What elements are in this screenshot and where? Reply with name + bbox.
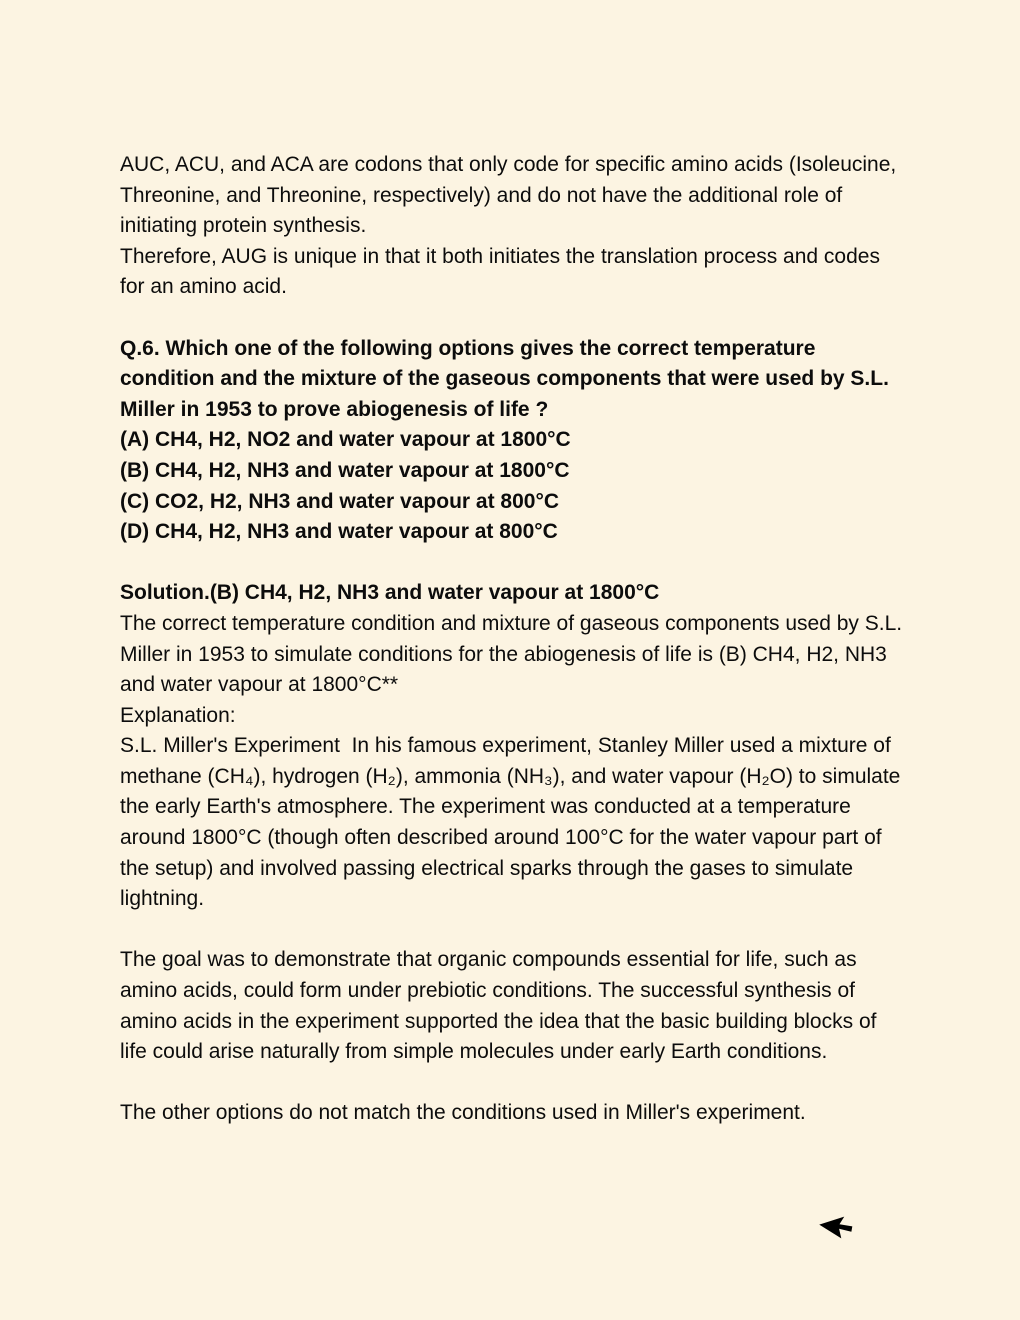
solution-heading: Solution.(B) CH4, H2, NH3 and water vapour at 1800°C [120,581,660,605]
option-a: (A) CH4, H2, NO2 and water vapour at 1800°C [120,428,571,452]
options-list [120,425,908,547]
intro-paragraph-1: AUC, ACU, and ACA are codons that only code for specific amino acids (Isoleucine, Threonine, and Threonine, respectively) and do not have the additional role of initiating protein synthesis. [120,153,902,238]
solution-body-4: The other options do not match the conditions used in Miller's experiment. [120,1101,806,1125]
explanation-label: Explanation: [120,703,236,727]
solution-body-1: The correct temperature condition and mixture of gaseous components used by S.L. Miller in 1953 to simulate conditions for the abiogenesis of life is (B) CH4, H2, NH3 and water vapour at 1800°C** [120,611,908,697]
option-b: (B) CH4, H2, NH3 and water vapour at 1800°C [120,458,570,482]
cursor-icon [810,1208,862,1248]
intro-paragraph-2: Therefore, AUG is unique in that it both initiates the translation process and codes for an amino acid. [120,244,886,299]
option-d: (D) CH4, H2, NH3 and water vapour at 800°C [120,520,558,544]
solution-body-2: S.L. Miller's Experiment In his famous experiment, Stanley Miller used a mixture of methane (CH₄), hydrogen (H₂), ammonia (NH₃), and water vapour (H₂O) to simulate the early Earth's atmosphere. The experiment was conducted at a temperature around 1800°C (though often described around 100°C for the water vapour part of the setup) and involved passing electrical sparks through the gases to simulate lightning. [120,734,907,911]
document-page [120,150,908,1129]
option-c: (C) CO2, H2, NH3 and water vapour at 800°C [120,489,560,513]
solution-body-3: The goal was to demonstrate that organic compounds essential for life, such as amino acids, could form under prebiotic conditions. The successful synthesis of amino acids in the experiment supported the idea that the basic building blocks of life could arise naturally from simple molecules under early Earth conditions. [120,948,883,1064]
question-text: Q.6. Which one of the following options gives the correct temperature condition and the mixture of the gaseous components that were used by S.L. Miller in 1953 to prove abiogenesis of life ? [120,336,895,421]
